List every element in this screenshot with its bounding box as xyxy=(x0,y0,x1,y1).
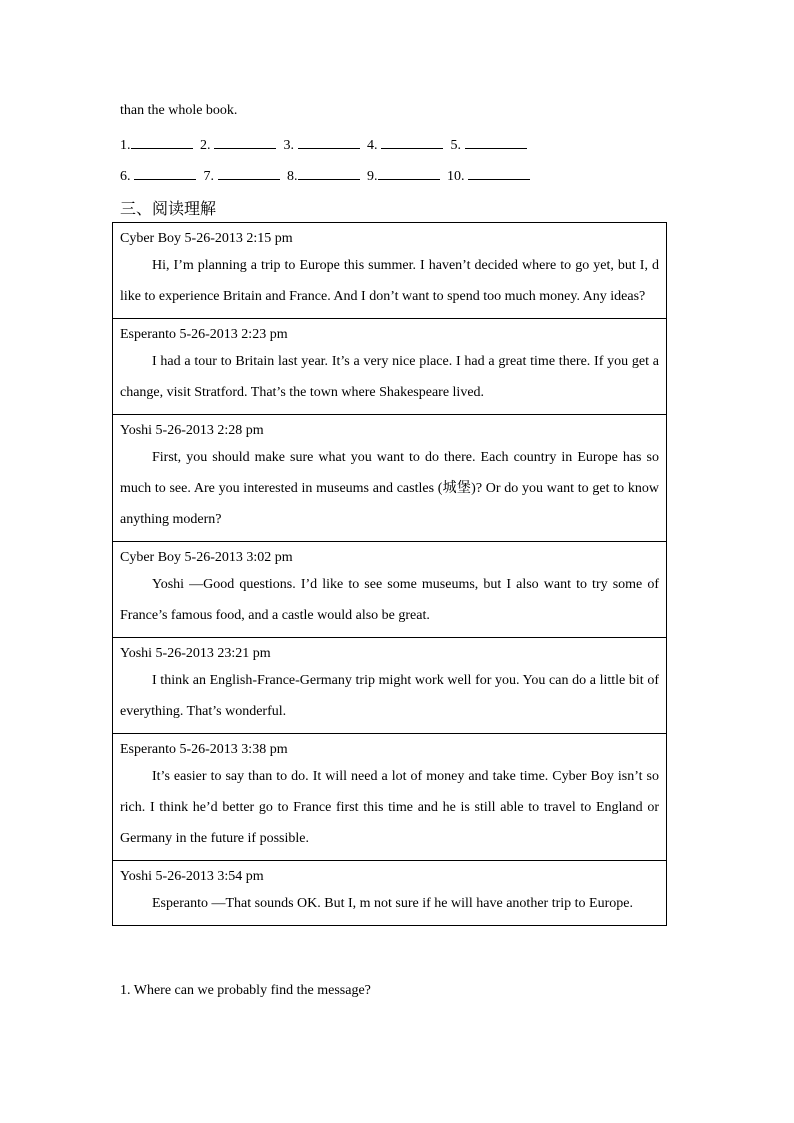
blank-number: 6. xyxy=(120,169,131,184)
blank-number: 2. xyxy=(200,138,211,153)
answer-blank-8[interactable] xyxy=(287,167,360,185)
question-1: 1. Where can we probably find the message? xyxy=(120,983,371,998)
answer-blank-4[interactable] xyxy=(367,136,443,154)
blank-number: 10. xyxy=(447,169,465,184)
forum-post xyxy=(113,415,666,542)
section-title: 三、阅读理解 xyxy=(120,201,217,218)
post-body: I think an English-France-Germany trip might work well for you. You can do a little bit of everything. That’s wonderful. xyxy=(120,673,659,719)
answer-blank-10[interactable] xyxy=(447,167,530,185)
blank-number: 4. xyxy=(367,138,378,153)
forum-post xyxy=(113,319,666,415)
answer-blank-1[interactable] xyxy=(120,136,193,154)
post-body: It’s easier to say than to do. It will need a lot of money and take time. Cyber Boy isn’t so rich. I think he’d better go to France first this time and he is still able to travel to England or Germany in the future if possible. xyxy=(120,769,659,846)
post-header: Yoshi 5-26-2013 3:54 pm xyxy=(120,869,264,884)
forum-post xyxy=(113,638,666,734)
forum-thread-table xyxy=(112,222,667,926)
post-header: Yoshi 5-26-2013 23:21 pm xyxy=(120,646,271,661)
answer-blank-6[interactable] xyxy=(120,167,196,185)
answer-blank-3[interactable] xyxy=(284,136,360,154)
answer-blank-5[interactable] xyxy=(451,136,527,154)
blank-number: 8. xyxy=(287,169,298,184)
answer-blank-7[interactable] xyxy=(204,167,280,185)
answer-blank-9[interactable] xyxy=(367,167,440,185)
intro-text: than the whole book. xyxy=(120,103,238,118)
post-header: Cyber Boy 5-26-2013 3:02 pm xyxy=(120,550,293,565)
post-header: Esperanto 5-26-2013 3:38 pm xyxy=(120,742,288,757)
post-header: Yoshi 5-26-2013 2:28 pm xyxy=(120,423,264,438)
blank-number: 1. xyxy=(120,138,131,153)
answer-blanks-row-2 xyxy=(120,167,534,185)
forum-post xyxy=(113,223,666,319)
post-body: Yoshi —Good questions. I’d like to see some museums, but I also want to try some of France’s famous food, and a castle would also be great. xyxy=(120,577,659,623)
forum-post xyxy=(113,734,666,861)
blank-number: 5. xyxy=(450,138,461,153)
blank-number: 3. xyxy=(283,138,294,153)
forum-post xyxy=(113,861,666,926)
post-header: Esperanto 5-26-2013 2:23 pm xyxy=(120,327,288,342)
blank-number: 9. xyxy=(367,169,378,184)
answer-blank-2[interactable] xyxy=(200,136,276,154)
blank-number: 7. xyxy=(203,169,214,184)
post-body: Esperanto —That sounds OK. But I, m not sure if he will have another trip to Europe. xyxy=(152,896,633,911)
post-header: Cyber Boy 5-26-2013 2:15 pm xyxy=(120,231,293,246)
forum-post xyxy=(113,542,666,638)
post-body: I had a tour to Britain last year. It’s a very nice place. I had a great time there. If you get a change, visit Stratford. That’s the town where Shakespeare lived. xyxy=(120,354,659,400)
post-body: First, you should make sure what you want to do there. Each country in Europe has so much to see. Are you interested in museums and castles (城堡)? Or do you want to get to know anything modern? xyxy=(120,450,659,527)
post-body: Hi, I’m planning a trip to Europe this summer. I haven’t decided where to go yet, but I, d like to experience Britain and France. And I don’t want to spend too much money. Any ideas? xyxy=(120,258,659,304)
answer-blanks-row-1 xyxy=(120,136,531,154)
